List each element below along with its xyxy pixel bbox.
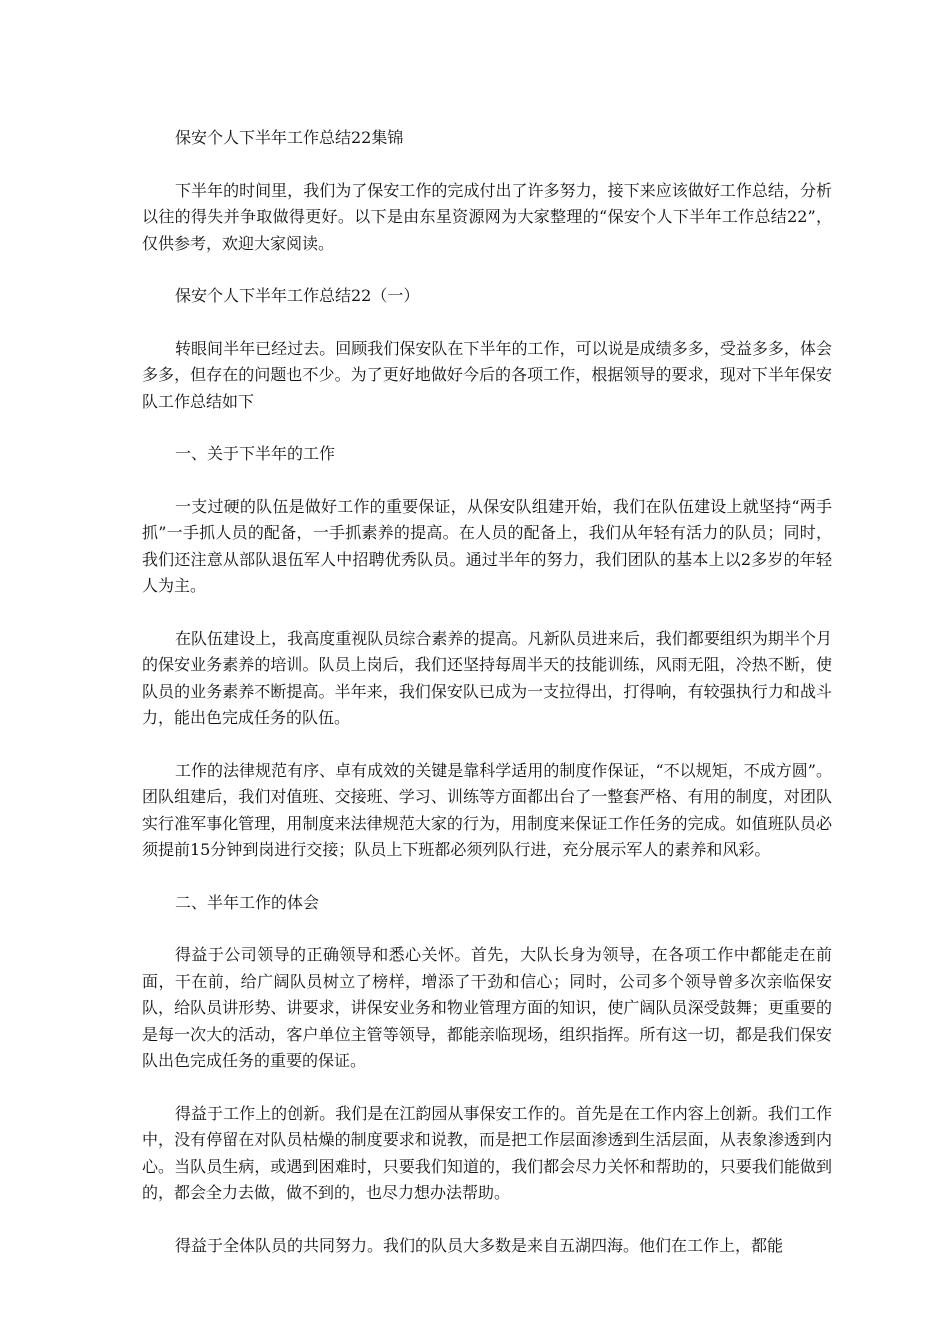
intro-paragraph: 下半年的时间里，我们为了保安工作的完成付出了许多努力，接下来应该做好工作总结，分析以往的得失并争取做得更好。以下是由东星资源网为大家整理的“保安个人下半年工作总结22”，仅供参考，欢迎大家阅读。: [142, 180, 832, 253]
document-title: 保安个人下半年工作总结22集锦: [175, 128, 404, 147]
section-heading-work: 一、关于下半年的工作: [175, 444, 336, 463]
body-paragraph: 在队伍建设上，我高度重视队员综合素养的提高。凡新队员进来后，我们都要组织为期半个月的保安业务素养的培训。队员上岗后，我们还坚持每周半天的技能训练，风雨无阻，冷热不断，使队员的业务素养不断提高。半年来，我们保安队已成为一支拉得出，打得响，有较强执行力和战斗力，能出色完成任务的队伍。: [142, 628, 832, 727]
body-paragraph: 转眼间半年已经过去。回顾我们保安队在下半年的工作，可以说是成绩多多，受益多多，体会多多，但存在的问题也不少。为了更好地做好今后的各项工作，根据领导的要求，现对下半年保安队工作总结如下: [142, 338, 832, 411]
section-heading-experience: 二、半年工作的体会: [175, 892, 320, 912]
body-paragraph: 得益于工作上的创新。我们是在江韵园从事保安工作的。首先是在工作内容上创新。我们工作中，没有停留在对队员枯燥的制度要求和说教，而是把工作层面渗透到生活层面，从表象渗透到内心。当队员生病，或遇到困难时，只要我们知道的，我们都会尽力关怀和帮助的，只要我们能做到的，都会全力去做，做不到的，也尽力想办法帮助。: [142, 1103, 832, 1202]
body-paragraph: 得益于公司领导的正确领导和悉心关怀。首先，大队长身为领导，在各项工作中都能走在前面，干在前，给广阔队员树立了榜样，增添了干劲和信心；同时，公司多个领导曾多次亲临保安队，给队员讲形势、讲要求，讲保安业务和物业管理方面的知识，使广阔队员深受鼓舞；更重要的是每一次大的活动，客户单位主管等领导，都能亲临现场，组织指挥。所有这一切，都是我们保安队出色完成任务的重要的保证。: [142, 945, 832, 1070]
document-body: [142, 125, 832, 1285]
body-paragraph: 得益于全体队员的共同努力。我们的队员大多数是来自五湖四海。他们在工作上，都能: [175, 1235, 784, 1255]
body-paragraph: 工作的法律规范有序、卓有成效的关键是靠科学适用的制度作保证，“不以规矩，不成方圆”。团队组建后，我们对值班、交接班、学习、训练等方面都出台了一整套严格、有用的制度，对团队实行准军事化管理，用制度来法律规范大家的行为，用制度来保证工作任务的完成。如值班队员必须提前15分钟到岗进行交接；队员上下班都必须列队行进，充分展示军人的素养和风彩。: [142, 760, 832, 859]
section-heading-part-one: 保安个人下半年工作总结22（一）: [175, 286, 420, 305]
body-paragraph: 一支过硬的队伍是做好工作的重要保证，从保安队组建开始，我们在队伍建设上就坚持“两手抓”一手抓人员的配备，一手抓素养的提高。在人员的配备上，我们从年轻有活力的队员；同时，我们还注意从部队退伍军人中招聘优秀队员。通过半年的努力，我们团队的基本上以2多岁的年轻人为主。: [142, 496, 832, 595]
